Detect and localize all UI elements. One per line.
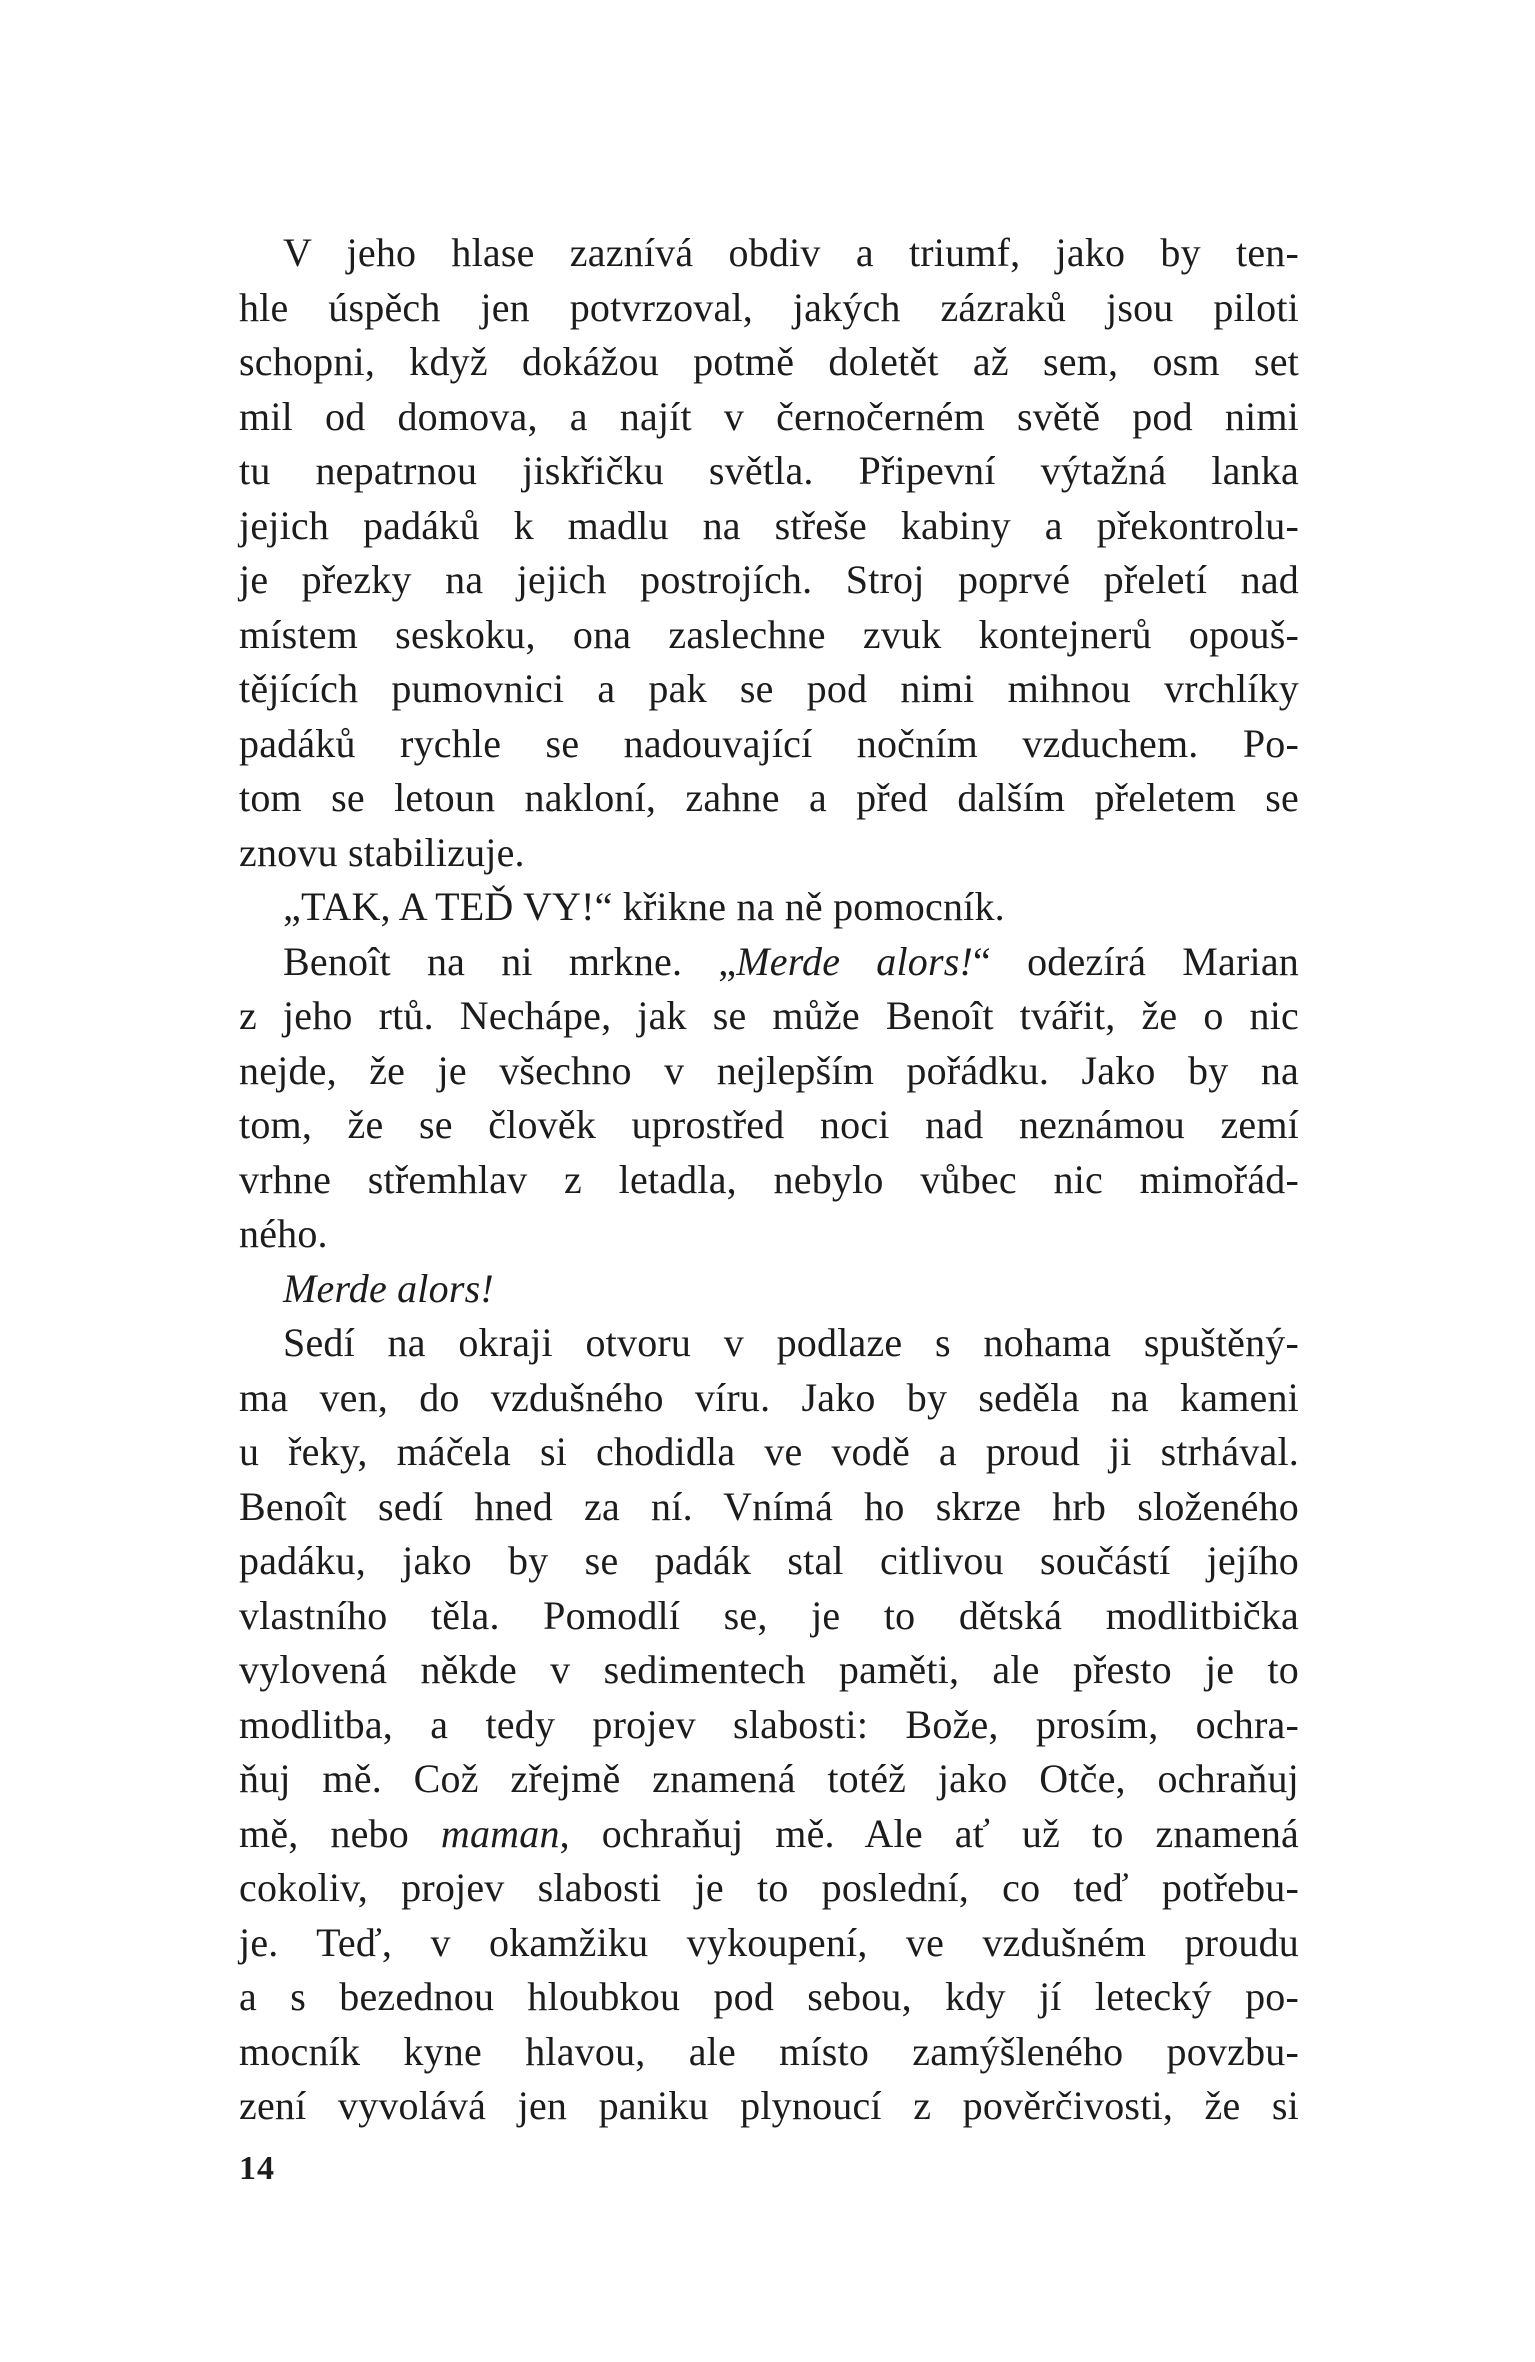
text-line: tu nepatrnou jiskřičku světla. Připevní výtažná lanka <box>239 448 1299 493</box>
text-line: V jeho hlase zaznívá obdiv a triumf, jako by ten- <box>283 230 1299 275</box>
text-line: padáku, jako by se padák stal citlivou součástí jejího <box>239 1538 1299 1583</box>
text-line: tom, že se člověk uprostřed noci nad neznámou zemí <box>239 1102 1299 1147</box>
text-line: mocník kyne hlavou, ale místo zamýšleného povzbu- <box>239 2028 1299 2074</box>
italic-phrase: maman <box>440 1810 560 1856</box>
text-line <box>239 1262 1299 1317</box>
text-line: Benoît sedí hned za ní. Vnímá ho skrze hrb složeného <box>239 1483 1299 1529</box>
text-line: ma ven, do vzdušného víru. Jako by seděla na kameni <box>239 1374 1299 1420</box>
body-text <box>239 226 1299 2134</box>
text-line: mě, nebo maman, ochraňuj mě. Ale ať už to znamená <box>239 1810 1299 1856</box>
text-line: u řeky, máčela si chodidla ve vodě a proud ji strhával. <box>239 1429 1299 1474</box>
text-line: z jeho rtů. Nechápe, jak se může Benoît tvářit, že o nic <box>239 993 1299 1038</box>
page-number: 14 <box>239 2150 275 2187</box>
text-line: zení vyvolává jen paniku plynoucí z pověrčivosti, že si <box>239 2083 1299 2128</box>
text-line: ného. <box>239 1211 328 1256</box>
text-line: schopni, když dokážou potmě doletět až sem, osm set <box>239 339 1299 384</box>
text-line: mil od domova, a najít v černočerném světě pod nimi <box>239 393 1299 439</box>
text-line: a s bezednou hloubkou pod sebou, kdy jí letecký po- <box>239 1974 1299 2019</box>
italic-phrase: Merde alors! <box>283 1265 494 1311</box>
text-line: padáků rychle se nadouvající nočním vzduchem. Po- <box>239 720 1299 766</box>
text-line: cokoliv, projev slabosti je to poslední, co teď potřebu- <box>239 1865 1299 1910</box>
text-line: vrhne střemhlav z letadla, nebylo vůbec nic mimořád- <box>239 1156 1299 1202</box>
text-line: ňuj mě. Což zřejmě znamená totéž jako Otče, ochraňuj <box>239 1756 1299 1801</box>
text-line: modlitba, a tedy projev slabosti: Bože, prosím, ochra- <box>239 1701 1299 1747</box>
text-line: jejich padáků k madlu na střeše kabiny a překontrolu- <box>239 502 1299 548</box>
text-line: je přezky na jejich postrojích. Stroj poprvé přeletí nad <box>239 557 1299 602</box>
text-line: vylovená někde v sedimentech paměti, ale přesto je to <box>239 1647 1299 1692</box>
text-line: hle úspěch jen potvrzoval, jakých zázraků jsou piloti <box>239 284 1299 330</box>
text-line: Sedí na okraji otvoru v podlaze s nohama spuštěný- <box>283 1320 1299 1365</box>
text-line: Benoît na ni mrkne. „Merde alors!“ odezírá Marian <box>283 938 1299 984</box>
text-line: nejde, že je všechno v nejlepším pořádku. Jako by na <box>239 1047 1299 1093</box>
text-line: tom se letoun nakloní, zahne a před dalším přeletem se <box>239 775 1299 820</box>
text-line: místem seskoku, ona zaslechne zvuk kontejnerů opouš- <box>239 611 1299 657</box>
text-line: tějících pumovnici a pak se pod nimi mihnou vrchlíky <box>239 666 1299 711</box>
text-line: „TAK, A TEĎ VY!“ křikne na ně pomocník. <box>283 884 1005 929</box>
italic-phrase: Merde alors! <box>736 938 974 984</box>
text-line: znovu stabilizuje. <box>239 829 525 875</box>
text-line: vlastního těla. Pomodlí se, je to dětská modlitbička <box>239 1592 1299 1638</box>
text-line: je. Teď, v okamžiku vykoupení, ve vzdušném proudu <box>239 1919 1299 1965</box>
